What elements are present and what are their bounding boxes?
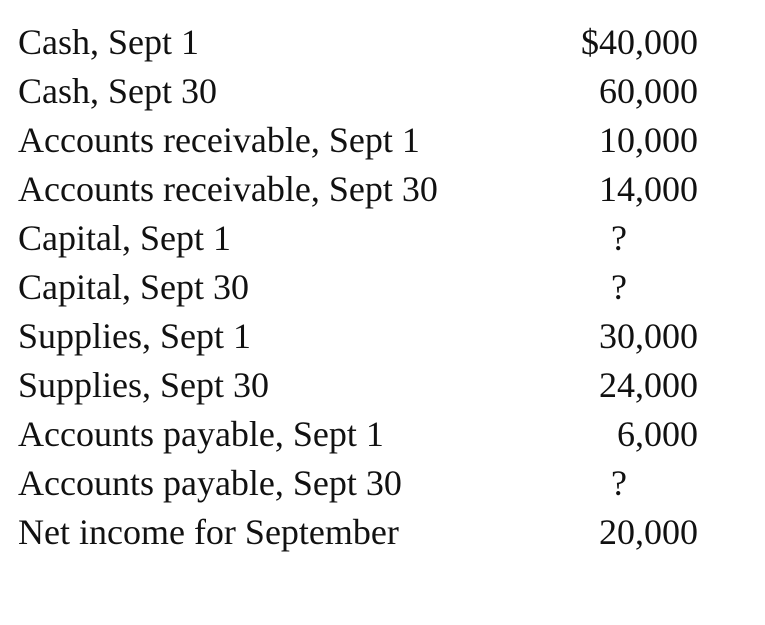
item-amount: $40,000 [581, 22, 698, 62]
item-amount-unknown: ? [611, 267, 627, 307]
item-amount: 10,000 [599, 120, 698, 160]
item-label: Accounts receivable, Sept 30 [18, 169, 438, 209]
item-amount: 20,000 [599, 512, 698, 552]
row-accounts-payable-sept-30 [18, 459, 718, 508]
item-label: Capital, Sept 30 [18, 267, 249, 307]
row-supplies-sept-1 [18, 312, 718, 361]
item-label: Cash, Sept 1 [18, 22, 200, 62]
item-label: Capital, Sept 1 [18, 218, 231, 258]
row-cash-sept-30 [18, 67, 718, 116]
row-capital-sept-30 [18, 263, 718, 312]
row-supplies-sept-30 [18, 361, 718, 410]
item-amount: 6,000 [617, 414, 698, 454]
item-label: Accounts receivable, Sept 1 [18, 120, 420, 160]
item-amount: 14,000 [599, 169, 698, 209]
row-capital-sept-1 [18, 214, 718, 263]
row-accounts-payable-sept-1 [18, 410, 718, 459]
row-accounts-receivable-sept-1 [18, 116, 718, 165]
item-amount-unknown: ? [611, 218, 627, 258]
row-accounts-receivable-sept-30 [18, 165, 718, 214]
item-label: Supplies, Sept 1 [18, 316, 252, 356]
item-amount: 24,000 [599, 365, 698, 405]
item-label: Cash, Sept 30 [18, 71, 218, 111]
financial-data-list [18, 18, 718, 557]
item-label: Net income for September [18, 512, 399, 552]
item-amount-unknown: ? [611, 463, 627, 503]
item-amount: 30,000 [599, 316, 698, 356]
item-amount: 60,000 [599, 71, 698, 111]
item-label: Accounts payable, Sept 1 [18, 414, 384, 454]
item-label: Accounts payable, Sept 30 [18, 463, 402, 503]
row-cash-sept-1 [18, 18, 718, 67]
item-label: Supplies, Sept 30 [18, 365, 270, 405]
row-net-income-september [18, 508, 718, 557]
